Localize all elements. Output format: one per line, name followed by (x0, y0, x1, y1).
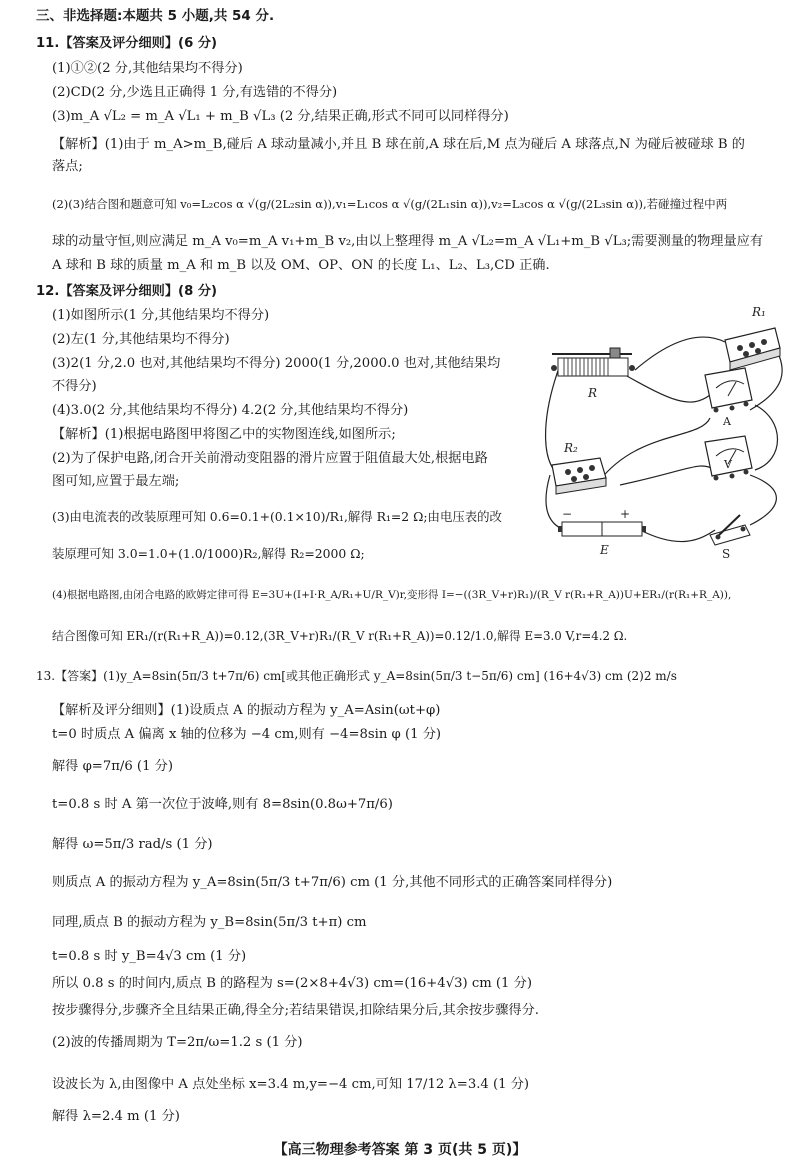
wire (600, 418, 710, 480)
q11-answer-3: (3)m_A √L₂ = m_A √L₁ + m_B √L₃ (2 分,结果正确,形式不同可以同样得分) (52, 109, 509, 124)
q12-analysis-3a: (3)由电流表的改装原理可知 0.6=0.1+(0.1×10)/R₁,解得 R₁=2 Ω;由电压表的改 (52, 509, 502, 524)
q12-analysis-4a: (4)根据电路图,由闭合电路的欧姆定律可得 E=3U+(I+I·R_A/R₁+U/R_V)r,变形得 I=−((3R_V+r)R₁)/(R_V r(R₁+R_A))U+ER₁/(r(R₁+R_A)), (52, 589, 732, 601)
q11-header: 11.【答案及评分细则】(6 分) (36, 36, 218, 51)
q12-answer-1: (1)如图所示(1 分,其他结果均不得分) (52, 308, 270, 323)
label-r: R (588, 386, 598, 400)
battery-e (558, 522, 646, 536)
q13-line-6: 则质点 A 的振动方程为 y_A=8sin(5π/3 t+7π/6) cm (1 分,其他不同形式的正确答案同样得分) (52, 875, 613, 890)
label-s: S (722, 547, 731, 561)
q13-answer: 13.【答案】(1)y_A=8sin(5π/3 t+7π/6) cm[或其他正确形式 y_A=8sin(5π/3 t−5π/6) cm] (16+4√3) cm (2)2 m/s (36, 669, 677, 683)
q13-line-9: 所以 0.8 s 的时间内,质点 B 的路程为 s=(2×8+4√3) cm=(16+4√3) cm (1 分) (52, 976, 532, 991)
q13-line-11: (2)波的传播周期为 T=2π/ω=1.2 s (1 分) (52, 1035, 303, 1050)
wire (625, 375, 710, 402)
q12-analysis-3b: 装原理可知 3.0=1.0+(1.0/1000)R₂,解得 R₂=2000 Ω; (52, 546, 365, 561)
q13-line-1: 【解析及评分细则】(1)设质点 A 的振动方程为 y_A=Asin(ωt+φ) (52, 703, 441, 718)
wire (546, 365, 565, 478)
q13-line-13: 解得 λ=2.4 m (1 分) (52, 1109, 180, 1124)
label-e: E (600, 543, 609, 557)
q13-line-3: 解得 φ=7π/6 (1 分) (52, 759, 173, 774)
q13-line-2: t=0 时质点 A 偏离 x 轴的位移为 −4 cm,则有 −4=8sin φ (1 分) (52, 727, 442, 742)
wire (620, 466, 715, 485)
q13-line-5: 解得 ω=5π/3 rad/s (1 分) (52, 837, 213, 852)
label-minus: − (562, 507, 573, 521)
wire (755, 405, 778, 470)
page-footer: 【高三物理参考答案 第 3 页(共 5 页)】 (273, 1142, 527, 1158)
q12-header: 12.【答案及评分细则】(8 分) (36, 284, 218, 299)
q12-analysis-2b: 图可知,应置于最左端; (52, 474, 180, 489)
wire (635, 337, 725, 370)
q12-answer-3b: 不得分) (52, 379, 97, 394)
q13-line-10: 按步骤得分,步骤齐全且结果正确,得全分;若结果错误,扣除结果分后,其余按步骤得分. (52, 1003, 539, 1018)
resistance-box-r1 (725, 328, 780, 370)
wire (640, 530, 715, 542)
q11-analysis-2a: (2)(3)结合图和题意可知 v₀=L₂cos α √(g/(2L₂sin α)),v₁=L₁cos α √(g/(2L₁sin α)),v₂=L₃cos α √(g/(2L₃sin α)),若碰撞过程中两 (52, 197, 728, 211)
q13-line-7: 同理,质点 B 的振动方程为 y_B=8sin(5π/3 t+π) cm (52, 915, 367, 930)
label-plus: + (620, 507, 631, 521)
q13-line-12: 设波长为 λ,由图像中 A 点处坐标 x=3.4 m,y=−4 cm,可知 17/12 λ=3.4 (1 分) (52, 1077, 530, 1092)
q11-analysis-1b: 落点; (52, 159, 83, 174)
q13-line-4: t=0.8 s 时 A 第一次位于波峰,则有 8=8sin(0.8ω+7π/6) (52, 797, 393, 812)
q11-answer-1: (1)①②(2 分,其他结果均不得分) (52, 61, 243, 76)
resistance-box-r2 (552, 458, 606, 494)
q11-analysis-1a: 【解析】(1)由于 m_A>m_B,碰后 A 球动量减小,并且 B 球在前,A 球在后,M 点为碰后 A 球落点,N 为碰后被碰球 B 的 (52, 137, 745, 152)
label-v: V (724, 458, 732, 471)
q12-analysis-4b: 结合图像可知 ER₁/(r(R₁+R_A))=0.12,(3R_V+r)R₁/(R_V r(R₁+R_A))=0.12/1.0,解得 E=3.0 V,r=4.2 Ω. (52, 629, 628, 643)
rheostat-r (551, 348, 635, 376)
wire (750, 475, 776, 525)
label-a: A (723, 415, 731, 428)
switch-s (710, 515, 750, 545)
q12-answer-2: (2)左(1 分,其他结果均不得分) (52, 332, 230, 347)
q11-answer-2: (2)CD(2 分,少选且正确得 1 分,有选错的不得分) (52, 85, 338, 100)
q12-answer-3a: (3)2(1 分,2.0 也对,其他结果均不得分) 2000(1 分,2000.0 也对,其他结果均 (52, 356, 501, 371)
label-r1: R₁ (752, 305, 766, 319)
circuit-diagram (540, 300, 790, 565)
q13-line-8: t=0.8 s 时 y_B=4√3 cm (1 分) (52, 949, 247, 964)
label-r2: R₂ (564, 441, 578, 455)
section-title: 三、非选择题:本题共 5 小题,共 54 分. (36, 8, 275, 24)
q11-analysis-2b: 球的动量守恒,则应满足 m_A v₀=m_A v₁+m_B v₂,由以上整理得 m_A √L₂=m_A √L₁+m_B √L₃;需要测量的物理量应有 (52, 234, 764, 249)
ammeter (705, 368, 752, 413)
q12-answer-4: (4)3.0(2 分,其他结果均不得分) 4.2(2 分,其他结果均不得分) (52, 403, 409, 418)
q11-analysis-2c: A 球和 B 球的质量 m_A 和 m_B 以及 OM、OP、ON 的长度 L₁、L₂、L₃,CD 正确. (52, 258, 550, 273)
q12-analysis-1: 【解析】(1)根据电路图甲将图乙中的实物图连线,如图所示; (52, 427, 396, 442)
q12-analysis-2a: (2)为了保护电路,闭合开关前滑动变阻器的滑片应置于阻值最大处,根据电路 (52, 451, 488, 466)
